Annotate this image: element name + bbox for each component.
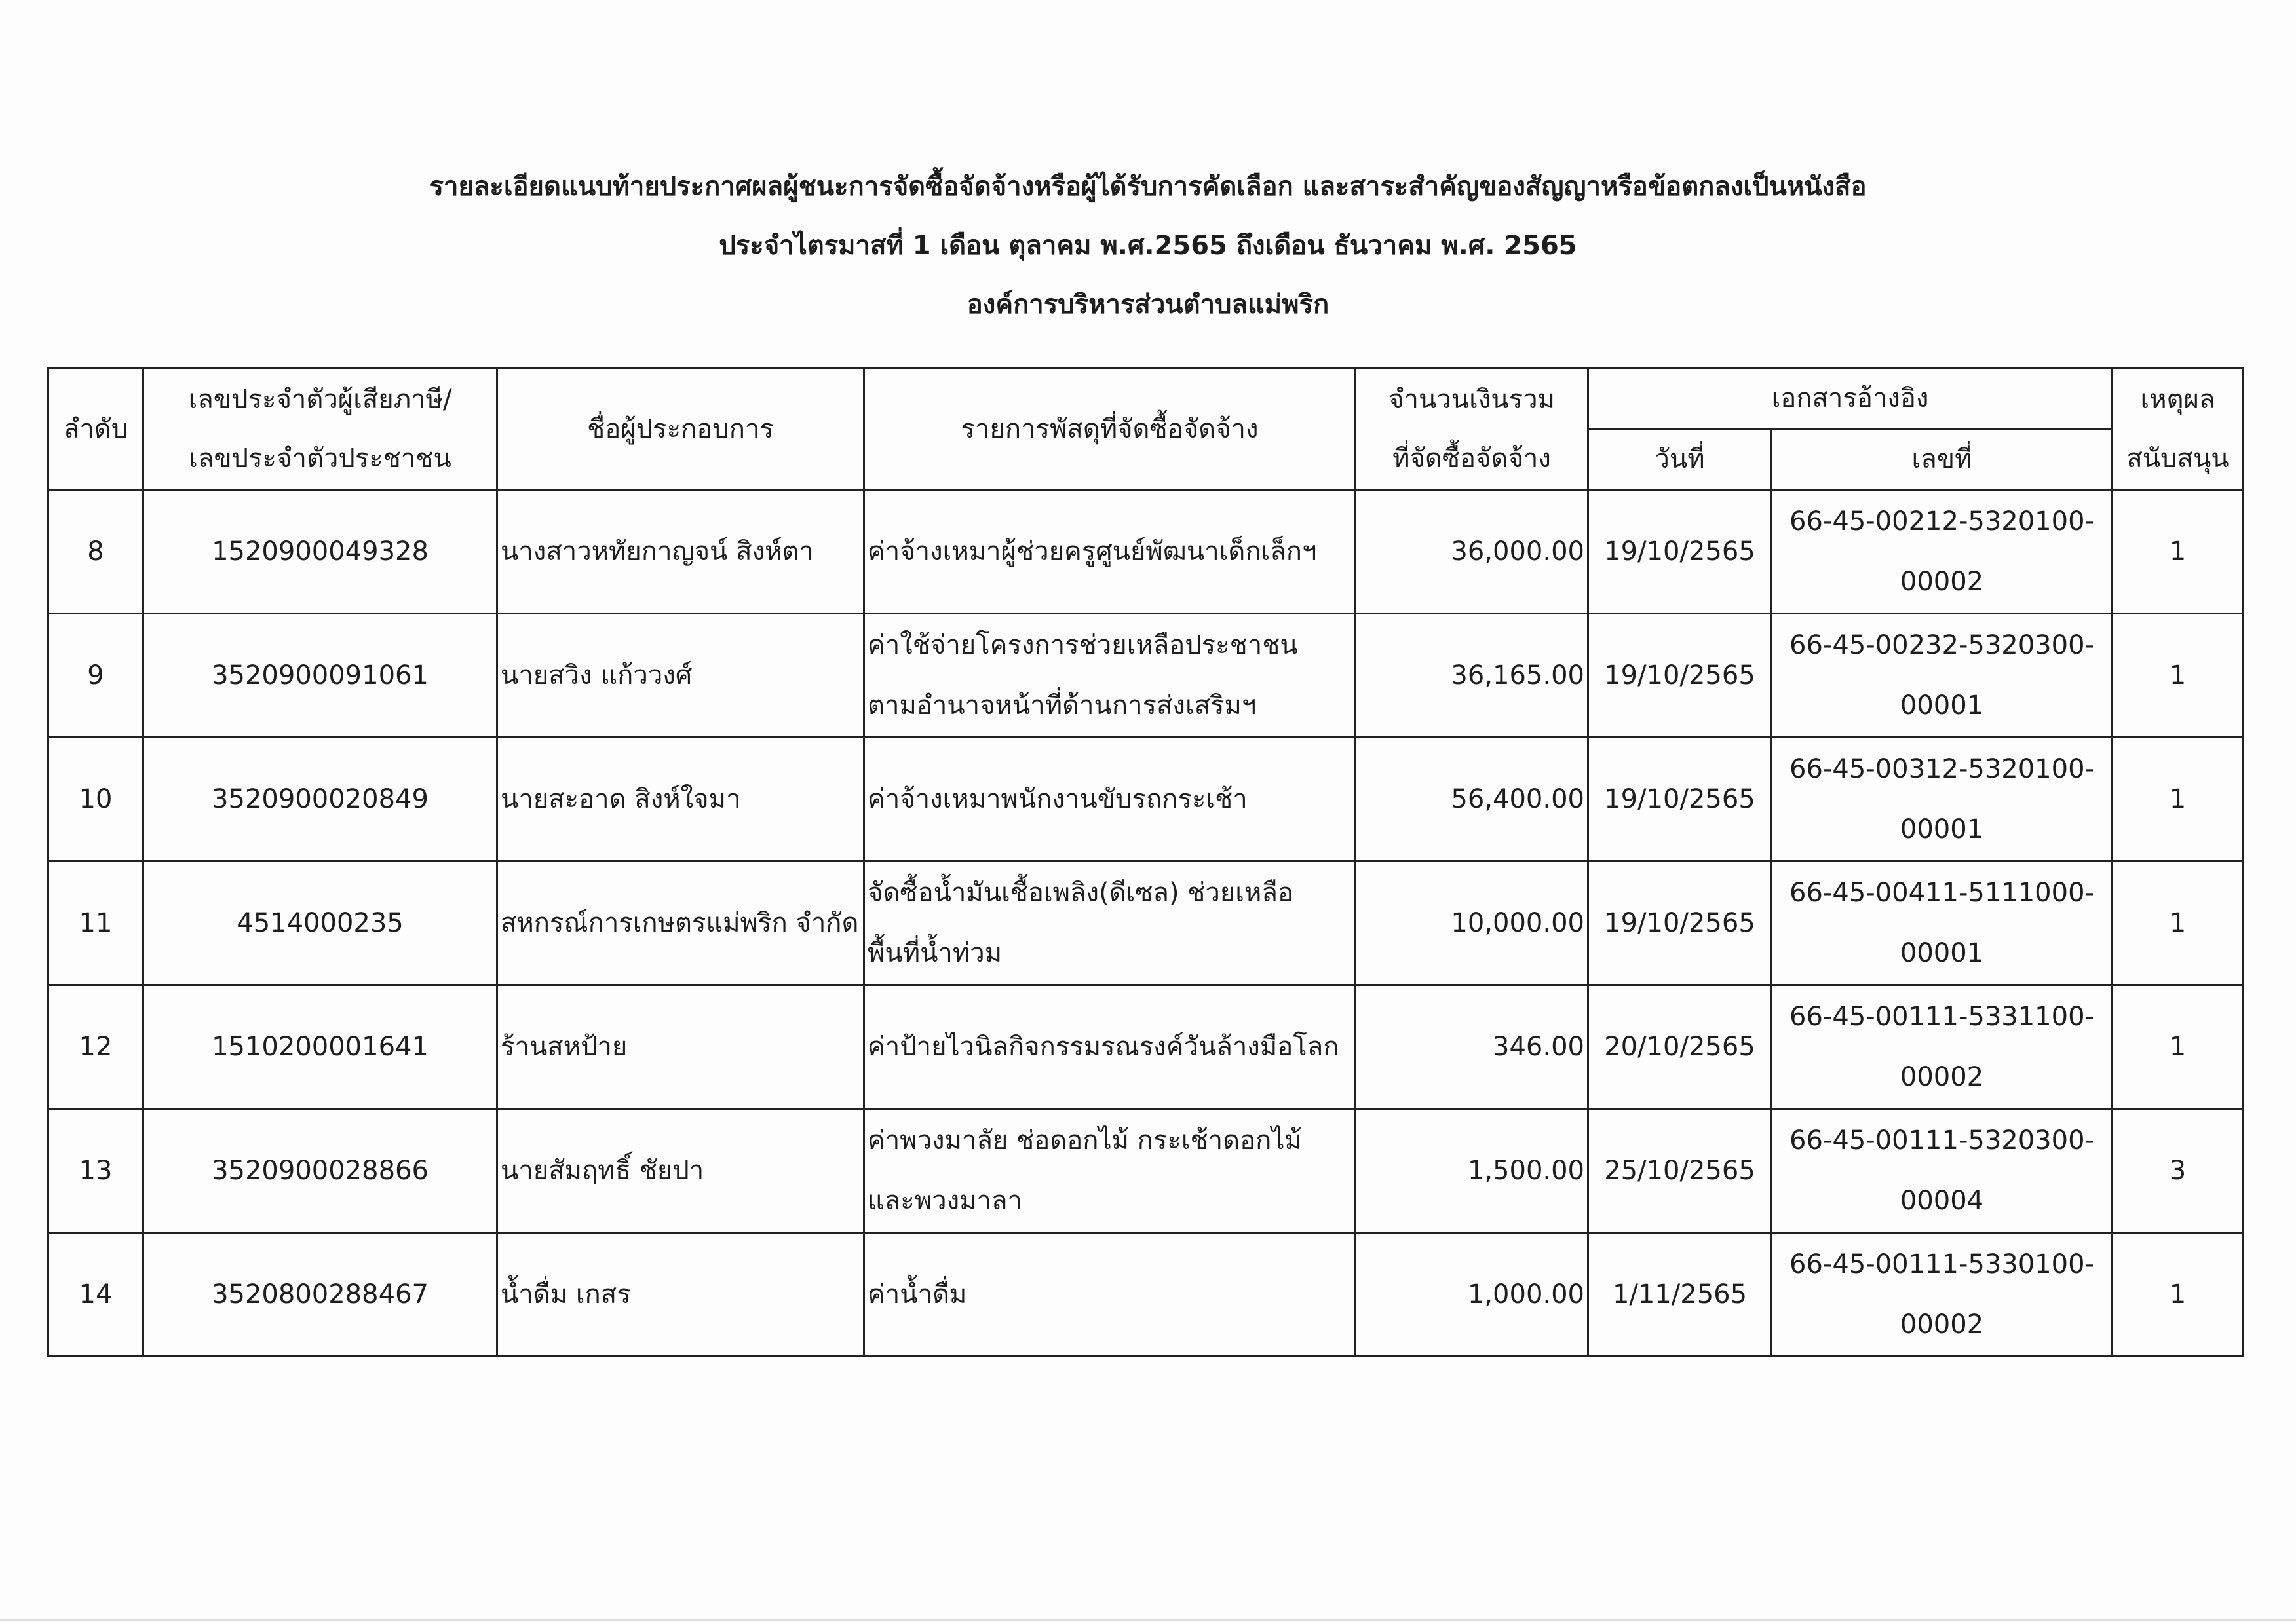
ref-no-part1: 66-45-00312-5320100- [1789, 754, 2094, 784]
col-header-no: ลำดับ [48, 368, 144, 490]
cell-vendor: สหกรณ์การเกษตรแม่พริก จำกัด [497, 861, 864, 985]
col-header-reason [2113, 368, 2244, 490]
scan-edge-divider [0, 1619, 2296, 1621]
cell-ref-no [1772, 1233, 2113, 1357]
cell-items: ค่าจ้างเหมาพนักงานขับรถกระเช้า [864, 738, 1356, 861]
cell-amount: 36,165.00 [1356, 614, 1588, 738]
ref-no-part2: 00001 [1900, 814, 1984, 844]
col-header-tax-id [144, 368, 497, 490]
cell-ref-no [1772, 1109, 2113, 1233]
cell-vendor: นายสัมฤทธิ์ ชัยปา [497, 1109, 864, 1233]
cell-no: 12 [48, 985, 144, 1109]
cell-reason: 1 [2113, 490, 2244, 614]
col-header-amount-line2: ที่จัดซื้อจัดจ้าง [1392, 443, 1551, 474]
cell-items: ค่าใช้จ่ายโครงการช่วยเหลือประชาชน ตามอำนาจหน้าที่ด้านการส่งเสริมฯ [864, 614, 1356, 738]
cell-reason: 1 [2113, 861, 2244, 985]
cell-reason: 1 [2113, 614, 2244, 738]
table-header [48, 368, 2244, 490]
col-header-tax-id-line2: เลขประจำตัวประชาชน [189, 443, 451, 474]
col-header-ref: เอกสารอ้างอิง [1588, 368, 2113, 429]
col-header-tax-id-line1: เลขประจำตัวผู้เสียภาษี/ [188, 384, 452, 415]
ref-no-part2: 00004 [1900, 1186, 1984, 1216]
cell-vendor: ร้านสหป้าย [497, 985, 864, 1109]
ref-no-part2: 00002 [1900, 567, 1984, 597]
col-header-ref-date: วันที่ [1588, 429, 1772, 490]
cell-ref-no [1772, 614, 2113, 738]
ref-no-part2: 00002 [1900, 1062, 1984, 1092]
cell-tax-id: 1520900049328 [144, 490, 497, 614]
table-row [48, 490, 2244, 614]
header-organization: องค์การบริหารส่วนตำบลแม่พริก [966, 290, 1330, 320]
cell-ref-no [1772, 738, 2113, 861]
ref-no-part2: 00001 [1900, 938, 1984, 968]
cell-items: ค่าป้ายไวนิลกิจกรรมรณรงค์วันล้างมือโลก [864, 985, 1356, 1109]
cell-tax-id: 3520900020849 [144, 738, 497, 861]
cell-ref-no [1772, 985, 2113, 1109]
cell-amount: 1,000.00 [1356, 1233, 1588, 1357]
cell-items: ค่าพวงมาลัย ช่อดอกไม้ กระเช้าดอกไม้ และพวงมาลา [864, 1109, 1356, 1233]
cell-amount: 56,400.00 [1356, 738, 1588, 861]
ref-no-part2: 00002 [1900, 1310, 1984, 1340]
table-row [48, 1109, 2244, 1233]
cell-vendor: น้ำดื่ม เกสร [497, 1233, 864, 1357]
cell-date: 19/10/2565 [1588, 490, 1772, 614]
table-row [48, 738, 2244, 861]
col-header-reason-line2: สนับสนุน [2126, 443, 2229, 474]
col-header-items: รายการพัสดุที่จัดซื้อจัดจ้าง [864, 368, 1356, 490]
cell-ref-no [1772, 490, 2113, 614]
cell-ref-no [1772, 861, 2113, 985]
header-title: รายละเอียดแนบท้ายประกาศผลผู้ชนะการจัดซื้อจัดจ้างหรือผู้ได้รับการคัดเลือก และสาระสำคัญของสัญญาหรือข้อตกลงเป็นหนังสือ [429, 172, 1867, 202]
cell-reason: 3 [2113, 1109, 2244, 1233]
cell-vendor: นางสาวหทัยกาญจน์ สิงห์ตา [497, 490, 864, 614]
cell-amount: 10,000.00 [1356, 861, 1588, 985]
cell-date: 20/10/2565 [1588, 985, 1772, 1109]
cell-amount: 1,500.00 [1356, 1109, 1588, 1233]
cell-reason: 1 [2113, 985, 2244, 1109]
cell-vendor: นายสวิง แก้ววงศ์ [497, 614, 864, 738]
cell-vendor: นายสะอาด สิงห์ใจมา [497, 738, 864, 861]
cell-items: ค่าน้ำดื่ม [864, 1233, 1356, 1357]
col-header-vendor: ชื่อผู้ประกอบการ [497, 368, 864, 490]
cell-date: 19/10/2565 [1588, 738, 1772, 861]
cell-date: 19/10/2565 [1588, 861, 1772, 985]
cell-no: 13 [48, 1109, 144, 1233]
col-header-reason-line1: เหตุผล [2140, 384, 2215, 415]
ref-no-part1: 66-45-00111-5330100- [1789, 1249, 2094, 1279]
col-header-ref-no: เลขที่ [1772, 429, 2113, 490]
cell-items: จัดซื้อน้ำมันเชื้อเพลิง(ดีเซล) ช่วยเหลือ พื้นที่น้ำท่วม [864, 861, 1356, 985]
ref-no-part1: 66-45-00111-5331100- [1789, 1002, 2094, 1032]
table-body [48, 490, 2244, 1357]
cell-date: 1/11/2565 [1588, 1233, 1772, 1357]
cell-tax-id: 1510200001641 [144, 985, 497, 1109]
table-row [48, 985, 2244, 1109]
cell-date: 25/10/2565 [1588, 1109, 1772, 1233]
procurement-table [47, 367, 2244, 1357]
cell-reason: 1 [2113, 738, 2244, 861]
cell-amount: 346.00 [1356, 985, 1588, 1109]
document-header [0, 157, 2296, 334]
table-row [48, 1233, 2244, 1357]
cell-no: 8 [48, 490, 144, 614]
cell-tax-id: 3520900028866 [144, 1109, 497, 1233]
header-period: ประจำไตรมาสที่ 1 เดือน ตุลาคม พ.ศ.2565 ถึงเดือน ธันวาคม พ.ศ. 2565 [719, 231, 1577, 261]
cell-no: 9 [48, 614, 144, 738]
cell-no: 11 [48, 861, 144, 985]
cell-date: 19/10/2565 [1588, 614, 1772, 738]
col-header-amount [1356, 368, 1588, 490]
table-row [48, 861, 2244, 985]
ref-no-part1: 66-45-00111-5320300- [1789, 1125, 2094, 1156]
cell-tax-id: 3520900091061 [144, 614, 497, 738]
ref-no-part1: 66-45-00232-5320300- [1789, 630, 2094, 660]
ref-no-part1: 66-45-00411-5111000- [1789, 878, 2094, 908]
cell-tax-id: 4514000235 [144, 861, 497, 985]
ref-no-part1: 66-45-00212-5320100- [1789, 506, 2094, 537]
cell-no: 14 [48, 1233, 144, 1357]
cell-reason: 1 [2113, 1233, 2244, 1357]
cell-amount: 36,000.00 [1356, 490, 1588, 614]
table-row [48, 614, 2244, 738]
cell-items: ค่าจ้างเหมาผู้ช่วยครูศูนย์พัฒนาเด็กเล็กฯ [864, 490, 1356, 614]
ref-no-part2: 00001 [1900, 690, 1984, 721]
col-header-amount-line1: จำนวนเงินรวม [1388, 384, 1555, 415]
cell-no: 10 [48, 738, 144, 861]
cell-tax-id: 3520800288467 [144, 1233, 497, 1357]
